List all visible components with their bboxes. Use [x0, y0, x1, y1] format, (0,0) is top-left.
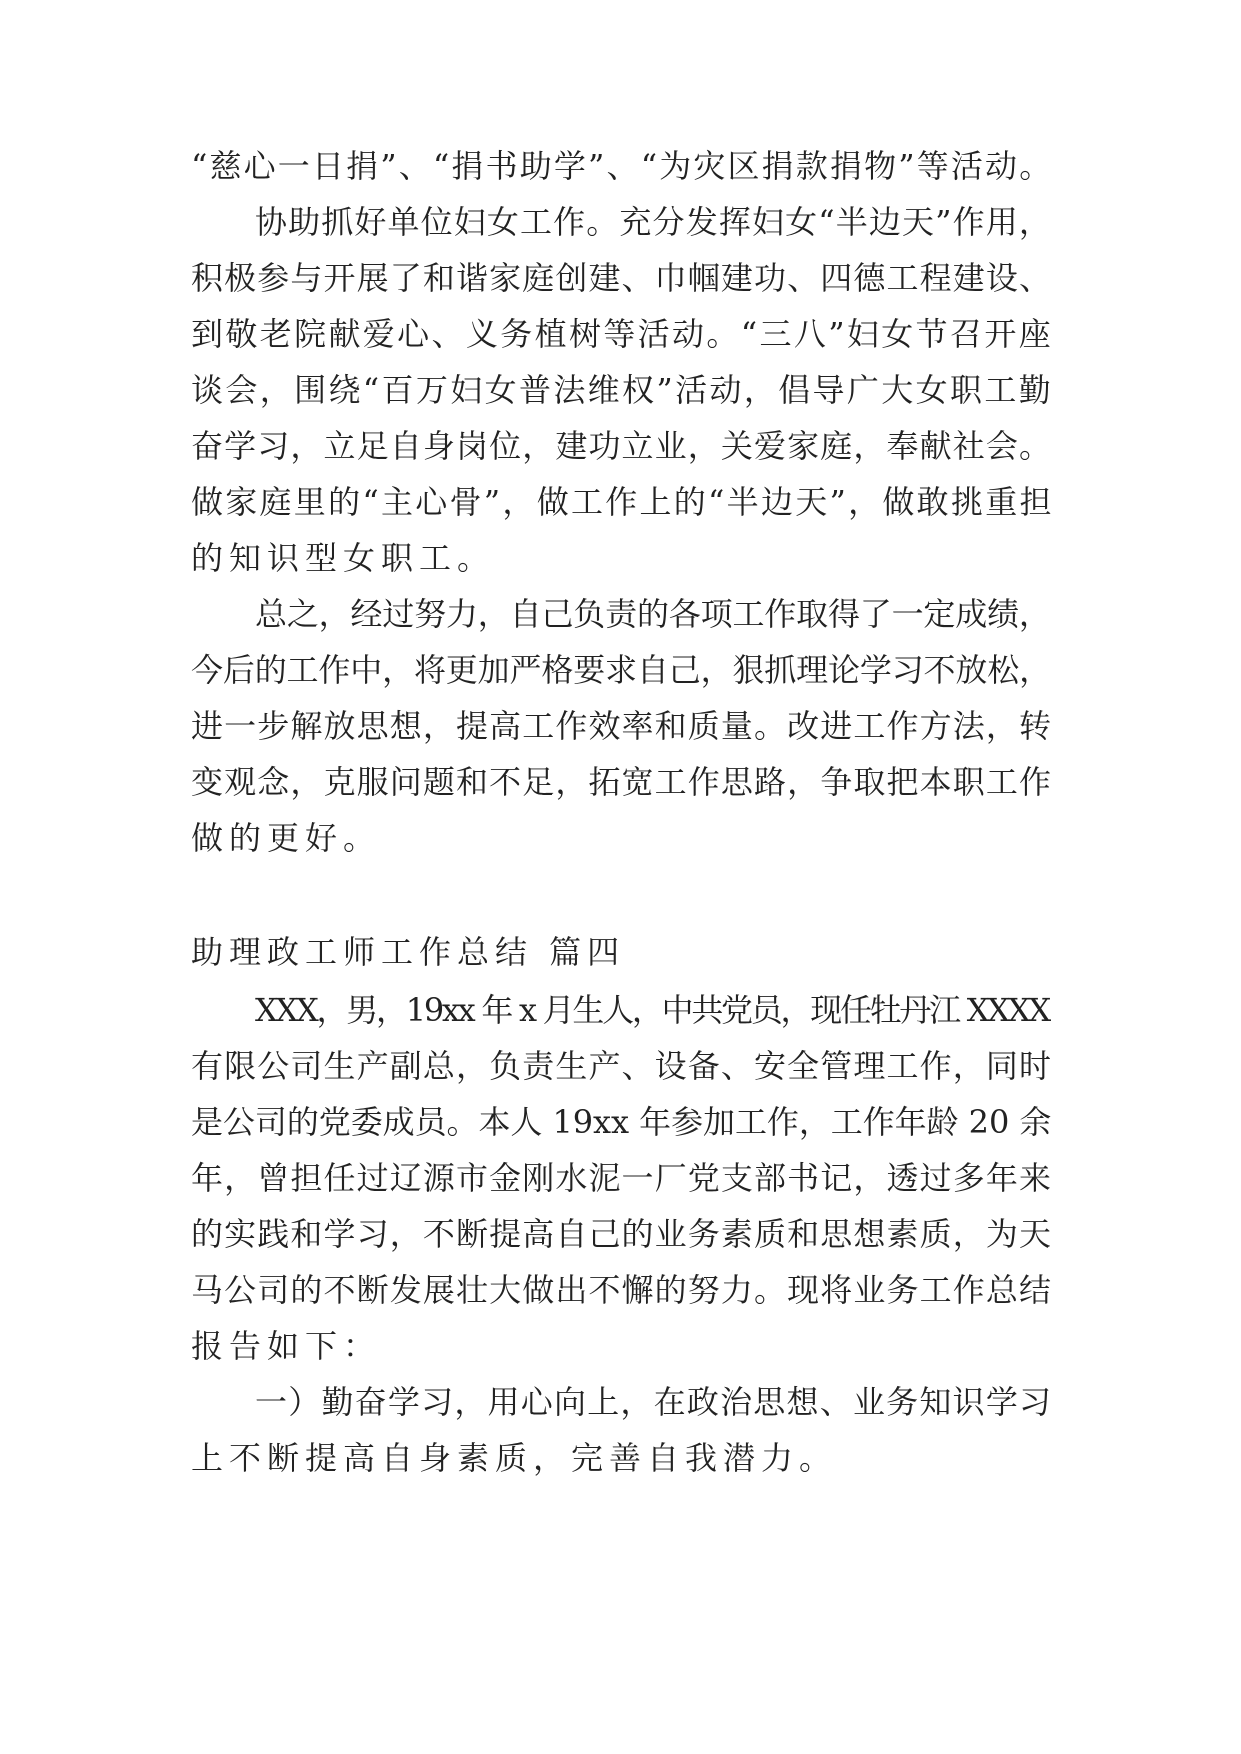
text-line: 变观念，克服问题和不足，拓宽工作思路，争取把本职工作: [191, 763, 1053, 801]
text-line: 奋学习，立足自身岗位，建功立业，关爱家庭，奉献社会。: [191, 427, 1053, 465]
text-line: 谈会，围绕“百万妇女普法维权”活动，倡导广大女职工勤: [191, 371, 1054, 409]
text-line: 的知识型女职工。: [191, 539, 496, 577]
text-line: 是公司的党委成员。本人 19xx 年参加工作，工作年龄 20 余: [191, 1103, 1052, 1141]
text-line: 的实践和学习，不断提高自己的业务素质和思想素质，为天: [191, 1215, 1053, 1253]
text-line: 上不断提高自身素质，完善自我潜力。: [191, 1439, 838, 1477]
text-line: “慈心一日捐”、“捐书助学”、“为灾区捐款捐物”等活动。: [191, 147, 1054, 185]
text-line: 到敬老院献爱心、义务植树等活动。“三八”妇女节召开座: [191, 315, 1054, 353]
text-line: 有限公司生产副总，负责生产、设备、安全管理工作，同时: [191, 1047, 1053, 1085]
text-line: 积极参与开展了和谐家庭创建、巾帼建功、四德工程建设、: [191, 259, 1053, 297]
text-line: 今后的工作中，将更加严格要求自己，狠抓理论学习不放松，: [191, 651, 1051, 689]
text-line: 报告如下：: [191, 1327, 382, 1365]
paragraph-first-line: 协助抓好单位妇女工作。充分发挥妇女“半边天”作用，: [255, 203, 1052, 241]
text-line: 马公司的不断发展壮大做出不懈的努力。现将业务工作总结: [191, 1271, 1053, 1309]
paragraph-first-line: XXX，男，19xx 年 x 月生人，中共党员，现任牡丹江 XXXX: [255, 991, 1049, 1029]
text-line: 年，曾担任过辽源市金刚水泥一厂党支部书记，透过多年来: [191, 1159, 1053, 1197]
paragraph-first-line: 一）勤奋学习，用心向上，在政治思想、业务知识学习: [255, 1383, 1053, 1421]
paragraph-first-line: 总之，经过努力，自己负责的各项工作取得了一定成绩，: [255, 595, 1051, 633]
text-line: 进一步解放思想，提高工作效率和质量。改进工作方法，转: [191, 707, 1053, 745]
section-heading: 助理政工师工作总结 篇四: [191, 933, 626, 971]
text-line: 做家庭里的“主心骨”，做工作上的“半边天”，做敢挑重担: [191, 483, 1054, 521]
text-line: 做的更好。: [191, 819, 382, 857]
